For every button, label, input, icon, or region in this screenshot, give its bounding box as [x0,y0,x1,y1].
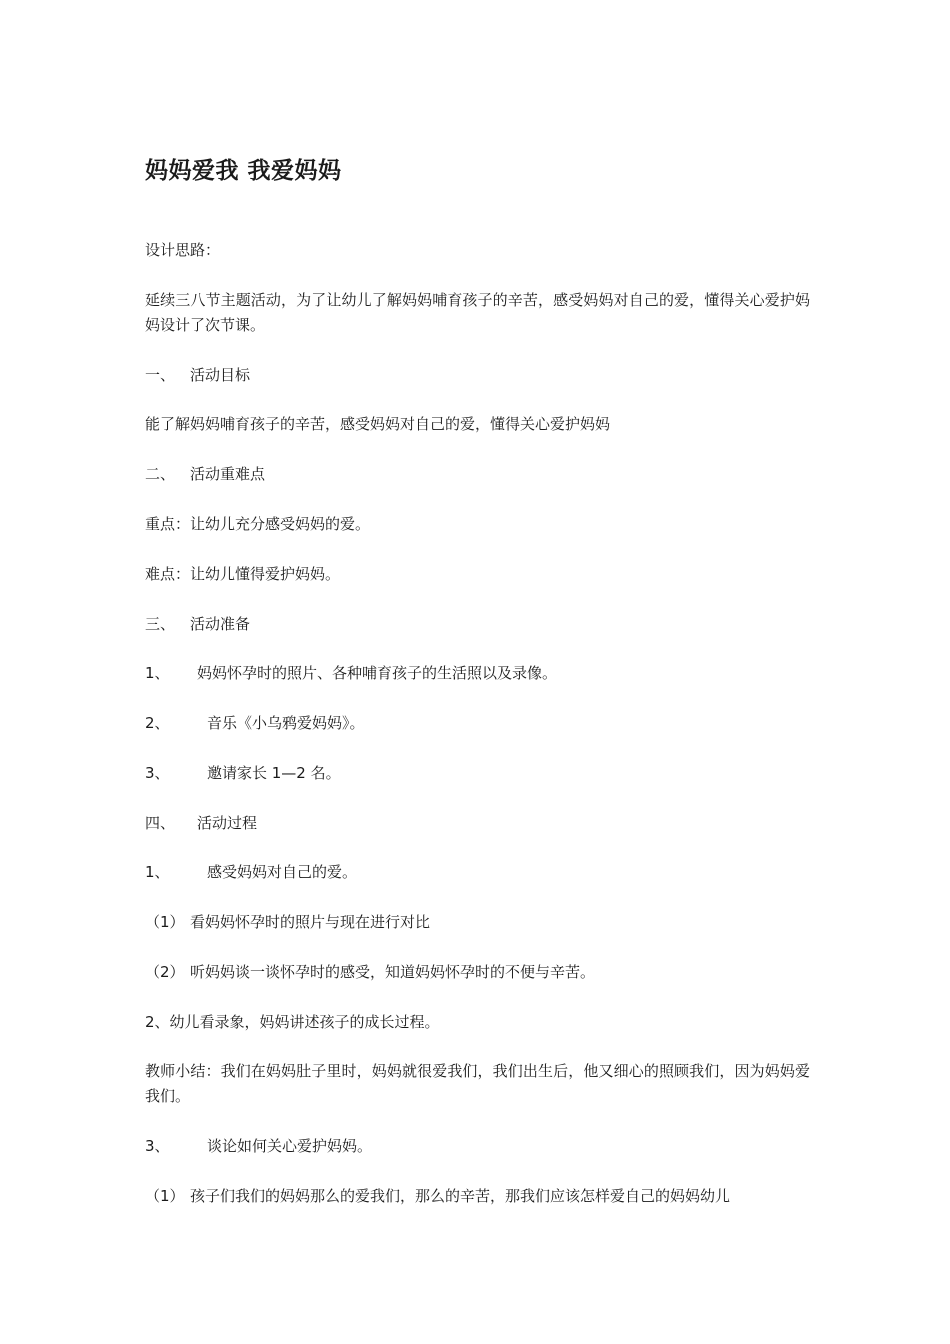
substep-text: 听妈妈谈一谈怀孕时的感受，知道妈妈怀孕时的不便与辛苦。 [190,963,596,981]
list-text: 感受妈妈对自己的爱。 [207,863,358,881]
process-step [145,860,357,884]
list-number: 2、 [145,714,170,732]
section-title: 活动重难点 [190,465,266,483]
list-number: 3、 [145,764,170,782]
design-label: 设计思路： [145,241,221,259]
prep-item [145,661,557,685]
section-heading-process [145,811,257,835]
section-heading-key-points [145,462,265,486]
list-text: 妈妈怀孕时的照片、各种哺育孩子的生活照以及录像。 [197,664,558,682]
process-step [145,1134,372,1158]
section-number: 二、 [145,465,176,483]
document-title: 妈妈爱我 我爱妈妈 [145,158,342,184]
prep-item [145,761,341,785]
intro-paragraph: 延续三八节主题活动，为了让幼儿了解妈妈哺育孩子的辛苦，感受妈妈对自己的爱，懂得关心爱护妈妈设计了次节课。 [145,291,810,334]
section-number: 一、 [145,366,176,384]
section-heading-goal [145,363,250,387]
substep-number: （1） [145,1187,185,1205]
substep-text: 孩子们我们的妈妈那么的爱我们，那么的辛苦，那我们应该怎样爱自己的妈妈幼儿 [190,1187,731,1205]
teacher-summary: 教师小结：我们在妈妈肚子里时，妈妈就很爱我们，我们出生后，他又细心的照顾我们，因为妈妈爱我们。 [145,1062,810,1105]
section-number: 三、 [145,615,176,633]
list-number: 1、 [145,664,170,682]
key-point-text: 重点：让幼儿充分感受妈妈的爱。 [145,515,371,533]
substep-text: 看妈妈怀孕时的照片与现在进行对比 [190,913,431,931]
substep-number: （1） [145,913,185,931]
list-text: 邀请家长 1—2 名。 [207,764,341,782]
list-text: 音乐《小乌鸦爱妈妈》。 [207,714,365,732]
list-number: 3、 [145,1137,170,1155]
process-substep [145,960,595,984]
goal-text: 能了解妈妈哺育孩子的辛苦，感受妈妈对自己的爱，懂得关心爱护妈妈 [145,415,611,433]
section-title: 活动准备 [190,615,251,633]
section-number: 四、 [145,814,176,832]
section-title: 活动过程 [197,814,258,832]
section-heading-preparation [145,612,250,636]
process-substep [145,910,430,934]
list-text: 谈论如何关心爱护妈妈。 [207,1137,373,1155]
process-step-2: 2、幼儿看录象，妈妈讲述孩子的成长过程。 [145,1013,440,1031]
prep-item [145,711,365,735]
process-substep [145,1184,730,1208]
substep-number: （2） [145,963,185,981]
section-title: 活动目标 [190,366,251,384]
list-number: 1、 [145,863,170,881]
difficult-point-text: 难点：让幼儿懂得爱护妈妈。 [145,565,341,583]
